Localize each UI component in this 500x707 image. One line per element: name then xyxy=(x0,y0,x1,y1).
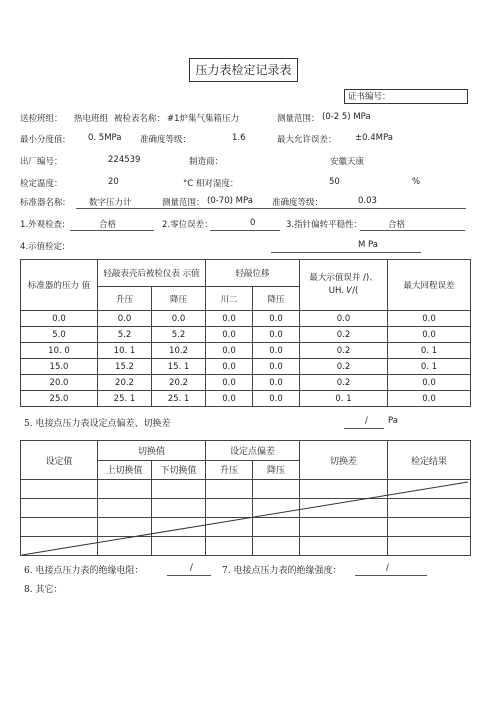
table-cell: 0.2 xyxy=(300,359,388,375)
indication-label: 4.示值检定: xyxy=(20,242,65,252)
table-cell: 0. 1 xyxy=(300,391,388,407)
table-cell: 20.2 xyxy=(98,375,152,391)
table-cell: 0.0 xyxy=(98,311,152,327)
header-reading-down: 降压 xyxy=(152,287,206,311)
table-cell: 0.2 xyxy=(300,375,388,391)
table-cell: 0.0 xyxy=(253,327,300,343)
table-cell: 0.0 xyxy=(253,375,300,391)
header-max-indication-error: 最大示值误并 /)、UH. 𝑉/( xyxy=(300,260,388,311)
accuracy-label: 准确度等级： xyxy=(140,135,192,145)
table-cell: 0.0 xyxy=(21,311,98,327)
header-result: 检定结果 xyxy=(388,441,471,480)
table-cell: 25.0 xyxy=(21,391,98,407)
table-cell: 10.2 xyxy=(152,343,206,359)
section5-value: / xyxy=(365,416,368,426)
temperature-label: 检定温度： xyxy=(20,179,63,189)
table-cell: 0.0 xyxy=(388,327,471,343)
table-cell: 10. 1 xyxy=(98,343,152,359)
header-tap-shift: 轻敲位移 xyxy=(206,260,300,287)
standard-accuracy-label: 准确度等级： xyxy=(272,198,324,208)
section5-unit: Pa xyxy=(388,416,398,426)
section6-underline xyxy=(167,575,211,576)
table-cell: 0.0 xyxy=(206,327,253,343)
table-cell: 10. 0 xyxy=(21,343,98,359)
humidity-value: 50 xyxy=(329,177,340,187)
table-cell: 0.2 xyxy=(300,327,388,343)
serial-label: 出厂编号： xyxy=(20,157,63,167)
table-cell: 15.0 xyxy=(21,359,98,375)
section8-label: 8. 其它： xyxy=(24,585,63,595)
table-cell: 0. 1 xyxy=(388,359,471,375)
section7-underline xyxy=(355,575,427,576)
table-cell: 0.0 xyxy=(206,391,253,407)
table-cell: 20.2 xyxy=(152,375,206,391)
table-cell: 0.0 xyxy=(300,311,388,327)
header-switch-upper: 上切换值 xyxy=(98,460,152,480)
table-cell: 25. 1 xyxy=(98,391,152,407)
standard-range-value: (0-70) MPa xyxy=(207,196,253,206)
table-cell: 0.0 xyxy=(206,375,253,391)
standard-accuracy-value: 0.03 xyxy=(358,196,377,206)
pointer-stability-value: 合格 xyxy=(388,220,406,230)
humidity-label: °C 相对湿度： xyxy=(183,179,239,189)
min-division-value: 0. 5MPa xyxy=(88,133,122,143)
certificate-number-field[interactable]: 证书编号： xyxy=(344,89,468,104)
header-reading-up: 升压 xyxy=(98,287,152,311)
section6-value: / xyxy=(190,563,193,573)
header-switch-value: 切换值 xyxy=(98,441,206,461)
header-deviation-up: 升压 xyxy=(206,460,253,480)
table-cell: 25. 1 xyxy=(152,391,206,407)
table-cell: 0.0 xyxy=(206,359,253,375)
table-cell: 0.0 xyxy=(206,311,253,327)
section7-label: 7. 电接点压力表的绝缘强度： xyxy=(222,566,342,576)
header-reading-after-tap: 轻敲表壳后被检仪表 示值 xyxy=(98,260,206,287)
table-cell: 5.2 xyxy=(98,327,152,343)
header-standard-pressure: 标准器的压力 值 xyxy=(21,260,98,311)
table-cell: 0.0 xyxy=(253,343,300,359)
device-name-value: #1炉集气集箱压力 xyxy=(167,114,240,124)
indication-unit: M Pa xyxy=(358,240,378,250)
zero-error-label: 2.零位误差： xyxy=(162,220,213,230)
table-cell: 0.2 xyxy=(300,343,388,359)
device-name-label: 被检表名称： xyxy=(114,114,166,124)
unit-value: 热电班组 xyxy=(74,114,109,124)
section7-value: / xyxy=(386,563,389,573)
min-division-label: 最小分度值: xyxy=(20,135,66,145)
header-set-value: 设定值 xyxy=(21,441,98,480)
maker-value: 安徽天康 xyxy=(330,157,365,167)
table-cell: 20.0 xyxy=(21,375,98,391)
appearance-value: 合格 xyxy=(99,220,117,230)
header-setpoint-deviation: 设定点偏差 xyxy=(206,441,300,461)
table-cell: 0.0 xyxy=(388,311,471,327)
maker-label: 制造商： xyxy=(189,157,224,167)
table-cell: 0. 1 xyxy=(388,343,471,359)
header-deviation-down: 降压 xyxy=(253,460,300,480)
range-value: (0-2 5) MPa xyxy=(322,112,371,122)
range-label: 测量范围： xyxy=(277,114,320,124)
pointer-stability-label: 3.指针偏转平稳性： xyxy=(286,220,363,230)
table-cell: 5.0 xyxy=(21,327,98,343)
temperature-value: 20 xyxy=(108,177,119,187)
header-max-hysteresis-error: 最大回程误差 xyxy=(388,260,471,311)
max-error-value: ±0.4MPa xyxy=(355,133,393,143)
table-cell: 5.2 xyxy=(152,327,206,343)
unit-label: 送检班组： xyxy=(20,114,63,124)
section6-label: 6. 电接点压力表的绝缘电阻： xyxy=(24,566,144,576)
table-cell: 0.0 xyxy=(388,375,471,391)
standard-range-label: 测量范围： xyxy=(162,198,205,208)
table-cell: 0.0 xyxy=(206,343,253,359)
header-switch-difference: 切换差 xyxy=(300,441,388,480)
section5-label: 5. 电接点压力表设定点偏差、切换差 xyxy=(24,419,171,429)
max-error-label: 最大允许误差： xyxy=(277,135,337,145)
humidity-unit: % xyxy=(412,177,421,187)
zero-error-value: 0 xyxy=(250,218,256,228)
table-cell: 0.0 xyxy=(253,359,300,375)
standard-name-value: 数字压力计 xyxy=(89,198,132,208)
form-title: 压力表检定记录表 xyxy=(189,58,298,82)
header-shift-down: 降压 xyxy=(253,287,300,311)
table-cell: 0.0 xyxy=(253,311,300,327)
table-cell: 15. 1 xyxy=(152,359,206,375)
table-cell: 0.0 xyxy=(388,391,471,407)
accuracy-value: 1.6 xyxy=(232,133,246,143)
table-cell: 0.0 xyxy=(152,311,206,327)
table-cell: 15.2 xyxy=(98,359,152,375)
standard-name-label: 标准器名称: xyxy=(20,198,66,208)
appearance-label: 1.外观检查: xyxy=(20,220,65,230)
header-switch-lower: 下切换值 xyxy=(152,460,206,480)
header-shift-up: 川二 xyxy=(206,287,253,311)
table-cell: 0.0 xyxy=(253,391,300,407)
serial-value: 224539 xyxy=(108,155,141,165)
